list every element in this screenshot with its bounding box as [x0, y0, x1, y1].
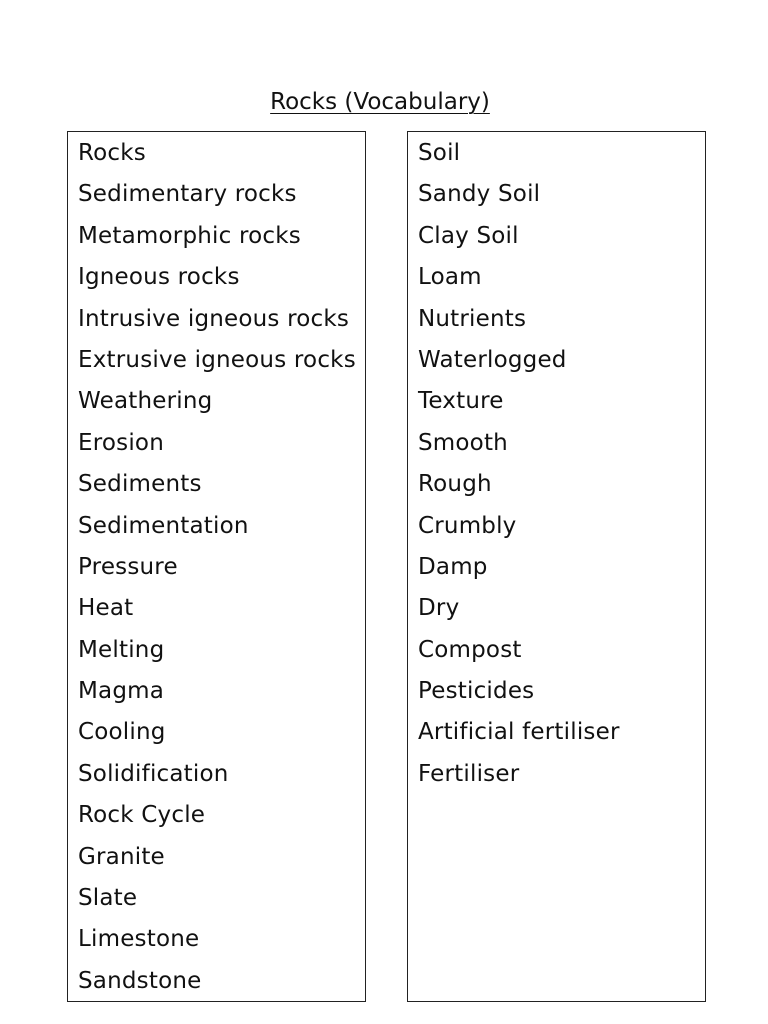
soil-word-list	[418, 133, 620, 795]
vocabulary-word: Extrusive igneous rocks	[78, 346, 356, 373]
vocabulary-word: Clay Soil	[418, 222, 519, 249]
vocabulary-word: Nutrients	[418, 305, 527, 332]
vocabulary-word: Igneous rocks	[78, 264, 240, 291]
vocabulary-word: Granite	[78, 843, 165, 870]
page-title-text: Rocks (Vocabulary)	[270, 89, 490, 115]
rocks-word-list	[78, 133, 356, 1002]
vocabulary-word: Heat	[78, 595, 134, 622]
vocabulary-word: Texture	[418, 388, 504, 415]
vocabulary-word: Intrusive igneous rocks	[78, 305, 350, 332]
vocabulary-word: Solidification	[78, 760, 229, 787]
vocabulary-word: Soil	[418, 140, 461, 166]
vocabulary-word: Crumbly	[418, 512, 517, 539]
vocabulary-word: Weathering	[78, 388, 213, 415]
vocabulary-word: Slate	[78, 885, 138, 912]
vocabulary-word: Smooth	[418, 429, 508, 456]
vocabulary-word: Fertiliser	[418, 760, 520, 787]
page-title	[0, 86, 768, 118]
vocabulary-word: Melting	[78, 636, 165, 663]
vocabulary-word: Sandstone	[78, 967, 202, 994]
vocabulary-word: Compost	[418, 636, 522, 663]
vocabulary-word: Loam	[418, 264, 482, 291]
vocabulary-word: Pesticides	[418, 678, 535, 705]
vocabulary-word: Pressure	[78, 553, 178, 580]
vocabulary-word: Rock Cycle	[78, 802, 206, 829]
vocabulary-word: Dry	[418, 595, 460, 622]
vocabulary-word: Sedimentary rocks	[78, 181, 297, 208]
vocabulary-word: Cooling	[78, 719, 166, 746]
vocabulary-word: Sediments	[78, 471, 202, 498]
vocabulary-word: Artificial fertiliser	[418, 719, 620, 746]
vocabulary-word: Sedimentation	[78, 512, 249, 539]
vocabulary-word: Waterlogged	[418, 346, 567, 373]
rocks-vocabulary-box	[67, 131, 366, 1002]
vocabulary-word: Erosion	[78, 429, 164, 456]
soil-vocabulary-box	[407, 131, 706, 1002]
vocabulary-word: Metamorphic rocks	[78, 222, 301, 249]
vocabulary-word: Sandy Soil	[418, 181, 541, 208]
vocabulary-word: Damp	[418, 553, 488, 580]
vocabulary-word: Rough	[418, 471, 492, 498]
vocabulary-word: Limestone	[78, 926, 200, 953]
vocabulary-word: Rocks	[78, 140, 146, 166]
vocabulary-word: Magma	[78, 678, 165, 705]
